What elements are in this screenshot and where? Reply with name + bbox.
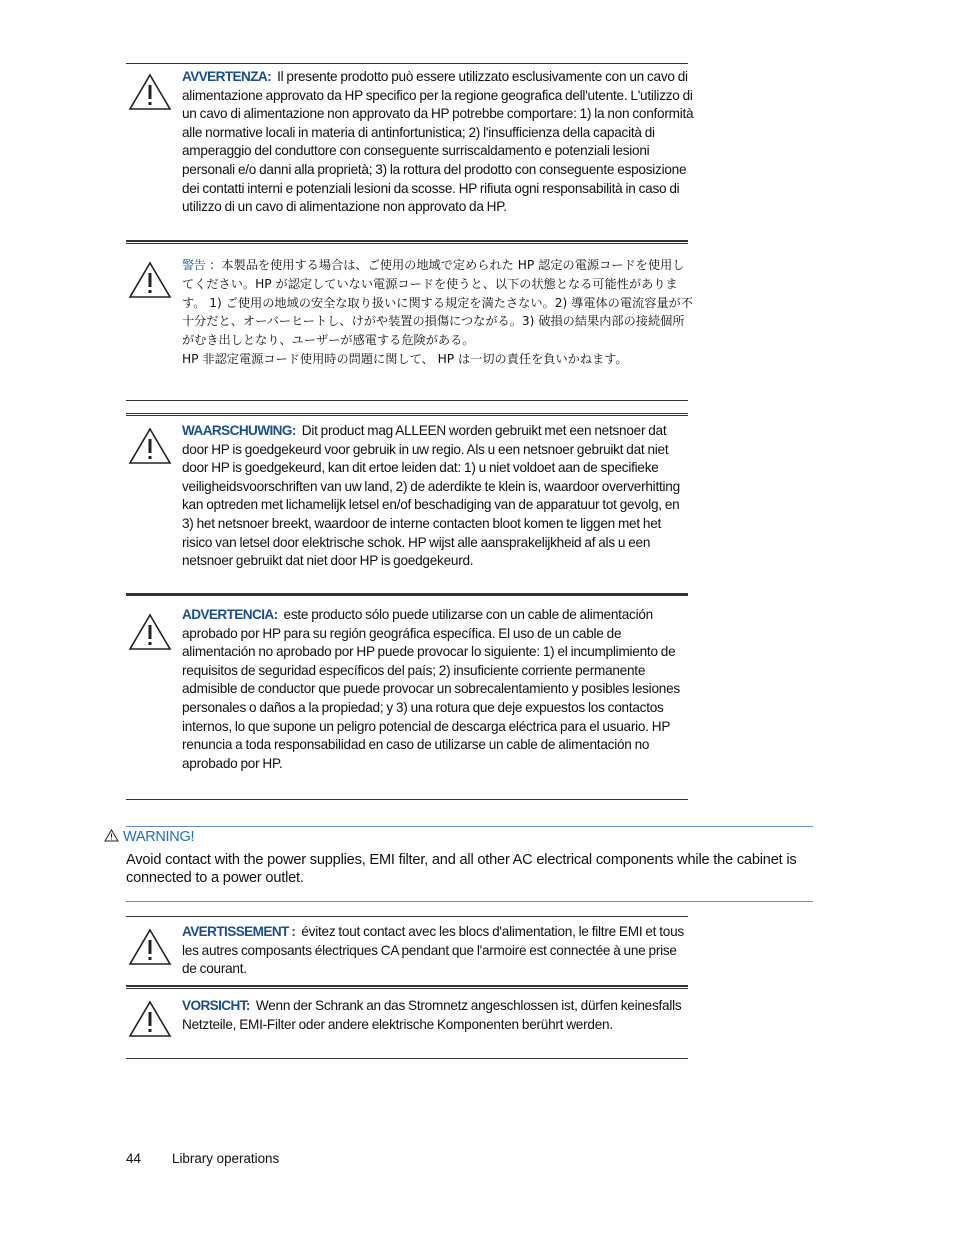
warning-body: este producto sólo puede utilizarse con un cable de alimentación aprobado por HP para su región geográfica específica. El uso de un cable de alimentación no aprobado por HP puede provocar lo siguiente: 1) el incumplimiento de requisitos de seguridad específicos del país; 2) insuficiente corriente permanente admisible de conductor que puede provocar un sobrecalentamiento y posibles lesiones personales o daños a la propiedad; y 3) una rotura que deje expuestos los contactos internos, lo que supone un peligro potencial de descarga eléctrica para el usuario. HP renuncia a toda responsabilidad en caso de utilizarse un cable de alimentación no aprobado por HP.	[182, 607, 680, 771]
page-footer	[126, 1151, 279, 1166]
warning-triangle-icon	[104, 829, 119, 842]
warning-label: 警告	[182, 258, 206, 272]
warning-triangle-icon	[128, 260, 172, 300]
warning-text	[182, 923, 694, 979]
warning-label: AVERTISSEMENT :	[182, 924, 296, 939]
warning-text	[182, 606, 694, 773]
warning-body: Il presente prodotto può essere utilizzato esclusivamente con un cavo di alimentazione approvato da HP specifico per la regione geografica dell'utente. L'utilizzo di un cavo di alimentazione non approvato da HP potrebbe comportare: 1) la non conformità alle normative locali in materia di antinfortunistica; 2) l'insufficienza della capacità di amperaggio del conduttore con conseguente surriscaldamento e potenziali lesioni personali e/o danni alla proprietà; 3) la rottura del prodotto con conseguente esposizione dei contatti interni e potenziali lesioni da scosse. HP rifiuta ogni responsabilità in caso di utilizzo di un cavo di alimentazione non approvato da HP.	[182, 69, 694, 215]
warning-text	[182, 256, 694, 369]
warning-triangle-icon	[128, 72, 172, 112]
warning-heading-text: WARNING!	[123, 829, 195, 845]
warning-body: Wenn der Schrank an das Stromnetz angeschlossen ist, dürfen keinesfalls Netzteile, EMI-Filter oder andere elektrische Komponenten berührt werden.	[182, 998, 682, 1032]
warning-block-italian	[126, 63, 694, 241]
footer-section-title: Library operations	[172, 1151, 280, 1166]
warning-block-german	[126, 986, 688, 1059]
warning-body: Avoid contact with the power supplies, EMI filter, and all other AC electrical components while the cabinet is connected to a power outlet.	[126, 852, 797, 886]
warning-text	[182, 68, 694, 217]
warning-label: WAARSCHUWING:	[182, 423, 296, 438]
warning-triangle-icon	[128, 612, 172, 652]
warning-triangle-icon	[128, 426, 172, 466]
warning-body-line-2: HP 非認定電源コード使用時の問題に関して、 HP は一切の責任を負いかねます。	[182, 351, 628, 366]
english-warning	[123, 826, 813, 902]
warning-body: Dit product mag ALLEEN worden gebruikt met een netsnoer dat door HP is goedgekeurd voor gebruik in uw regio. Als u een netsnoer gebruikt dat niet door HP is goedgekeurd, kan dit ertoe leiden dat: 1) u niet voldoet aan de specifieke veiligheidsvoorschriften van uw land, 2) de aderdikte te klein is, waardoor oververhitting kan optreden met lichamelijk letsel en/of beschadiging van de apparatuur tot gevolg, en 3) het netsnoer breekt, waardoor de interne contacten bloot komen te liggen met het risico van letsel door elektrische schok. HP wijst alle aansprakelijkheid af als u een netsnoer gebruikt dat niet door HP is goedgekeurd.	[182, 423, 680, 569]
warning-block-spanish	[126, 593, 688, 800]
warning-text	[182, 997, 694, 1034]
warning-triangle-icon	[128, 999, 172, 1039]
warning-text	[182, 422, 694, 571]
warning-body: ：本製品を使用する場合は、ご使用の地域で定められた HP 認定の電源コードを使用してください。HP が認定していない電源コードを使うと、以下の状態となる可能性があります。 1) ご使用の地域の安全な取り扱いに関する規定を満たさない。2) 導電体の電流容量が不十分だと、オーバーヒートし、けがや装置の損傷につながる。3) 破損の結果内部の接続個所がむき出しとなり、ユーザーが感電する危険がある。	[182, 258, 693, 348]
warning-block-japanese	[126, 241, 693, 401]
warning-label: VORSICHT:	[182, 998, 250, 1013]
warning-block-dutch	[126, 413, 688, 595]
warning-block-french	[126, 916, 688, 986]
warning-triangle-icon	[128, 927, 172, 967]
warning-body: évitez tout contact avec les blocs d'alimentation, le filtre EMI et tous les autres composants électriques CA pendant que l'armoire est connectée à une prise de courant.	[182, 924, 684, 977]
warning-heading	[104, 829, 194, 845]
page-number: 44	[126, 1151, 141, 1166]
warning-label: ADVERTENCIA:	[182, 607, 278, 622]
warning-label: AVVERTENZA:	[182, 69, 272, 84]
